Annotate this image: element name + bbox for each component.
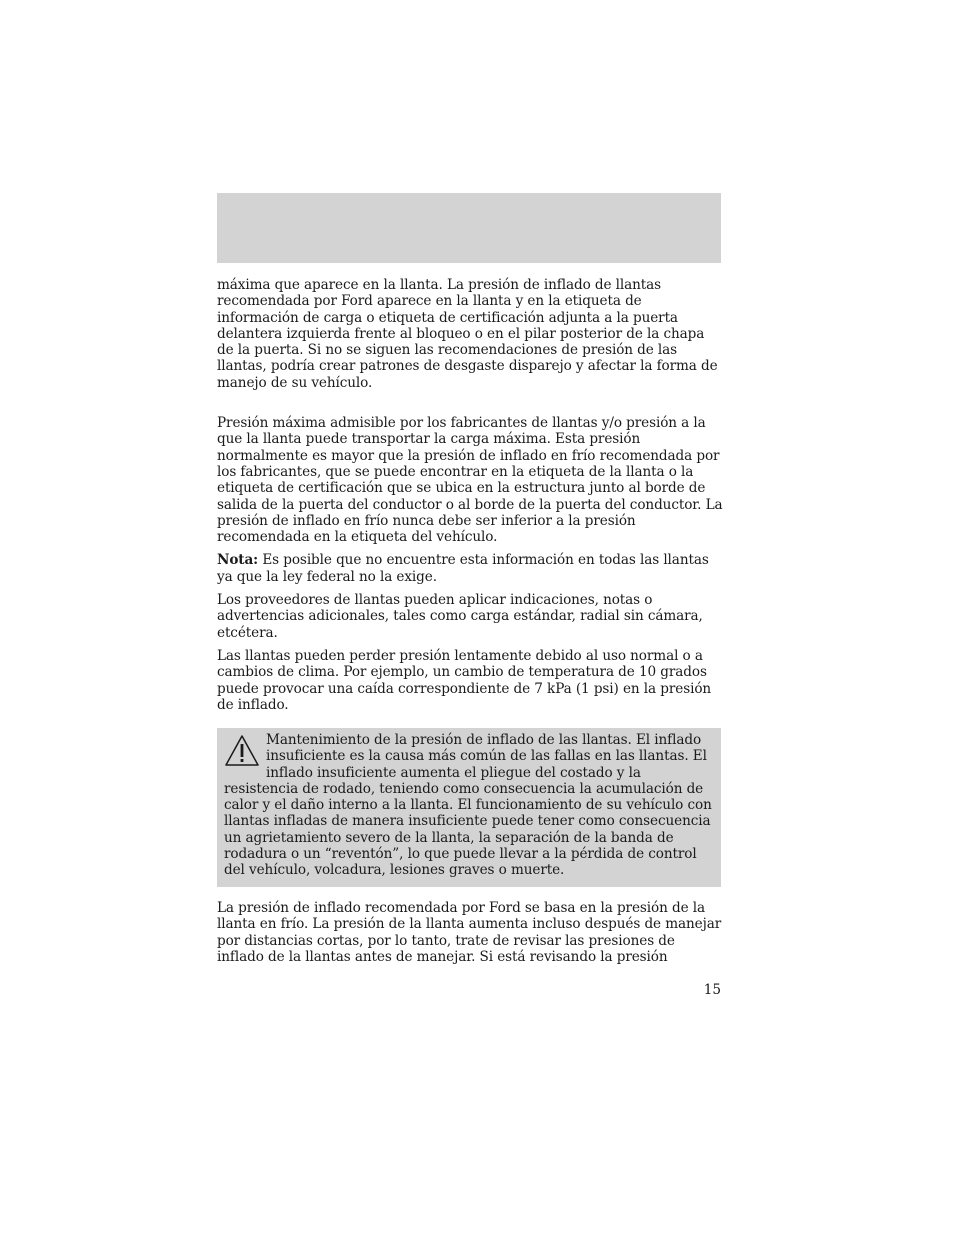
warning-triangle-icon (224, 734, 260, 768)
paragraph-max-pressure-intro: máxima que aparece en la llanta. La presión de inflado de llantas recomendada por Ford aparece en la llanta y en la etiqueta de información de carga o etiqueta de certificación adjunta a la puerta delantera izquierda frente al bloqueo o en el pilar posterior de la chapa de la puerta. Si no se siguen las recomendaciones de presión de las llantas, podría crear patrones de desgaste disparejo y afectar la forma de manejo de su vehículo. (217, 277, 718, 391)
note-label: Nota: (217, 552, 259, 569)
note-paragraph (217, 552, 723, 585)
warning-box (217, 728, 721, 887)
note-text: Es posible que no encuentre esta información en todas las llantas ya que la ley federal no la exige. (217, 552, 709, 585)
main-content (217, 277, 723, 713)
paragraph-max-admissible-pressure: Presión máxima admisible por los fabricantes de llantas y/o presión a la que la llanta puede transportar la carga máxima. Esta presión normalmente es mayor que la presión de inflado en frío recomendada por los fabricantes, que se puede encontrar en la etiqueta de la llanta o la etiqueta de certificación que se ubica en la estructura junto al borde de salida de la puerta del conductor o al borde de la puerta del conductor. La presión de inflado en frío nunca debe ser inferior a la presión recomendada en la etiqueta del vehículo. (217, 415, 723, 546)
paragraph-suppliers: Los proveedores de llantas pueden aplicar indicaciones, notas o advertencias adicionales, tales como carga estándar, radial sin cámara, etcétera. (217, 592, 703, 641)
warning-content (224, 732, 714, 879)
header-band (217, 193, 721, 263)
warning-text: Mantenimiento de la presión de inflado de las llantas. El inflado insuficiente es la causa más común de las fallas en las llantas. El inflado insuficiente aumenta el pliegue del costado y la resistencia de rodado, teniendo como consecuencia la acumulación de calor y el daño interno a la llanta. El funcionamiento de su vehículo con llantas infladas de manera insuficiente puede tener como consecuencia un agrietamiento severo de la llanta, la separación de la banda de rodadura o un “reventón”, lo que puede llevar a la pérdida de control del vehículo, volcadura, lesiones graves o muerte. (224, 732, 712, 879)
paragraph-pressure-loss: Las llantas pueden perder presión lentamente debido al uso normal o a cambios de clima. Por ejemplo, un cambio de temperatura de 10 grados puede provocar una caída correspondiente de 7 kPa (1 psi) en la presión de inflado. (217, 647, 712, 713)
paragraph-cold-pressure: La presión de inflado recomendada por Ford se basa en la presión de la llanta en frío. La presión de la llanta aumenta incluso después de manejar por distancias cortas, por lo tanto, trate de revisar las presiones de inflado de la llantas antes de manejar. Si está revisando la presión (217, 900, 722, 965)
page-number: 15 (703, 982, 721, 998)
